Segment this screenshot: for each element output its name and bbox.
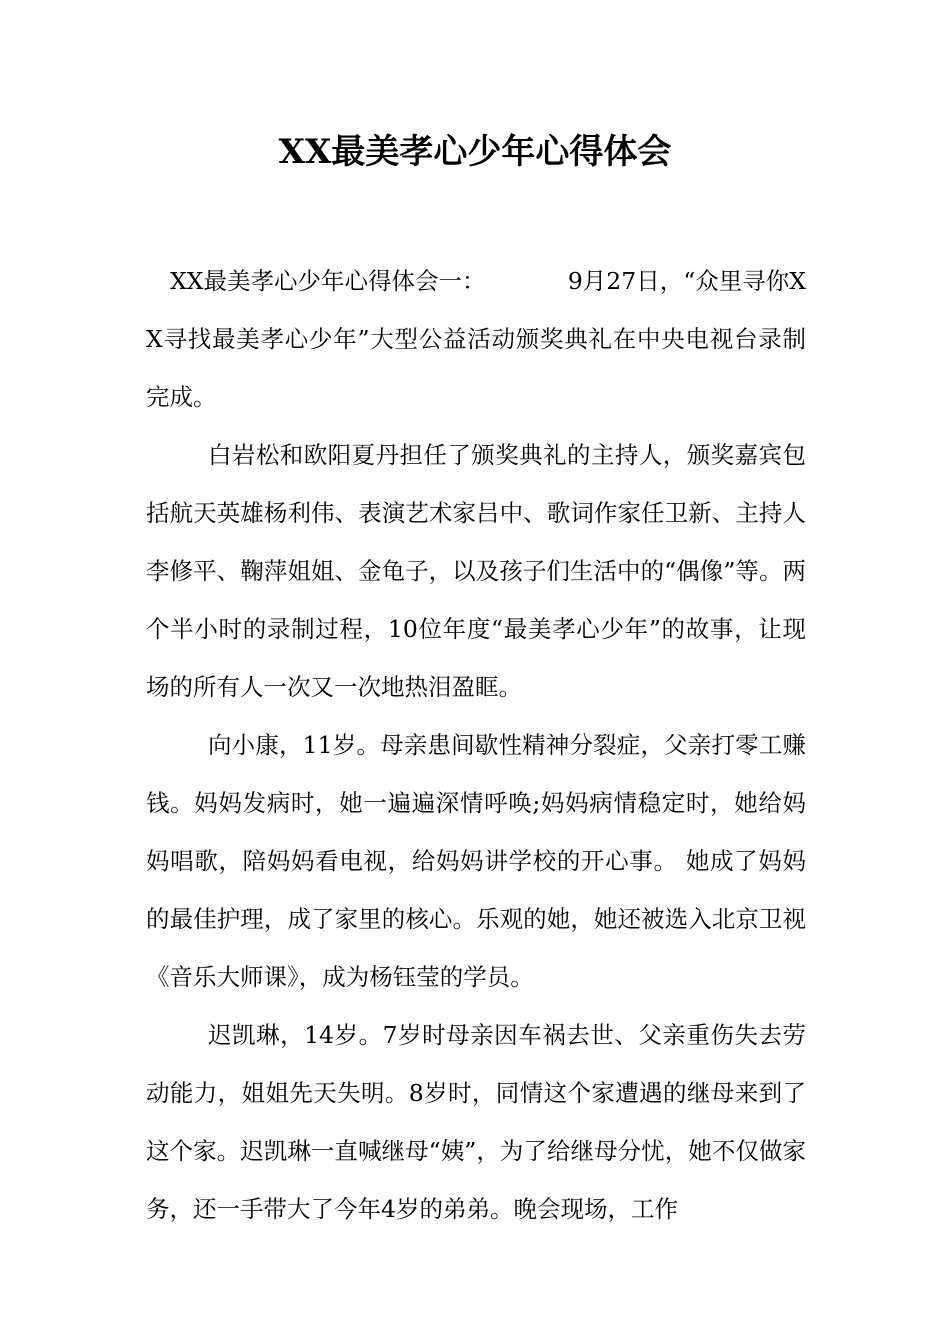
paragraph-ceremony: 白岩松和欧阳夏丹担任了颁奖典礼的主持人，颁奖嘉宾包括航天英雄杨利伟、表演艺术家吕中、歌词作家任卫新、主持人李修平、鞠萍姐姐、金龟子，以及孩子们生活中的“偶像”等。两个半小时的录制过程，10位年度“最美孝心少年”的故事，让现场的所有人一次又一次地热泪盈眶。 <box>146 441 806 701</box>
paragraph-intro: XX最美孝心少年心得体会一： 9月27日，“众里寻你XX寻找最美孝心少年”大型公益活动颁奖典礼在中央电视台录制完成。 <box>146 267 806 411</box>
document-body <box>146 252 806 1238</box>
document-title: XX最美孝心少年心得体会 <box>278 132 672 172</box>
paragraph-chi-kailin: 迟凯琳，14岁。7岁时母亲因车祸去世、父亲重伤失去劳动能力，姐姐先天失明。8岁时，同情这个家遭遇的继母来到了这个家。迟凯琳一直喊继母“姨”，为了给继母分忧，她不仅做家务，还一手带大了今年4岁的弟弟。晚会现场，工作 <box>146 1021 806 1223</box>
paragraph-xiang-xiaokang: 向小康，11岁。母亲患间歇性精神分裂症，父亲打零工赚钱。妈妈发病时，她一遍遍深情呼唤;妈妈病情稳定时，她给妈妈唱歌，陪妈妈看电视，给妈妈讲学校的开心事。 她成了妈妈的最佳护理，成了家里的核心。乐观的她，她还被选入北京卫视《音乐大师课》，成为杨钰莹的学员。 <box>146 731 806 991</box>
